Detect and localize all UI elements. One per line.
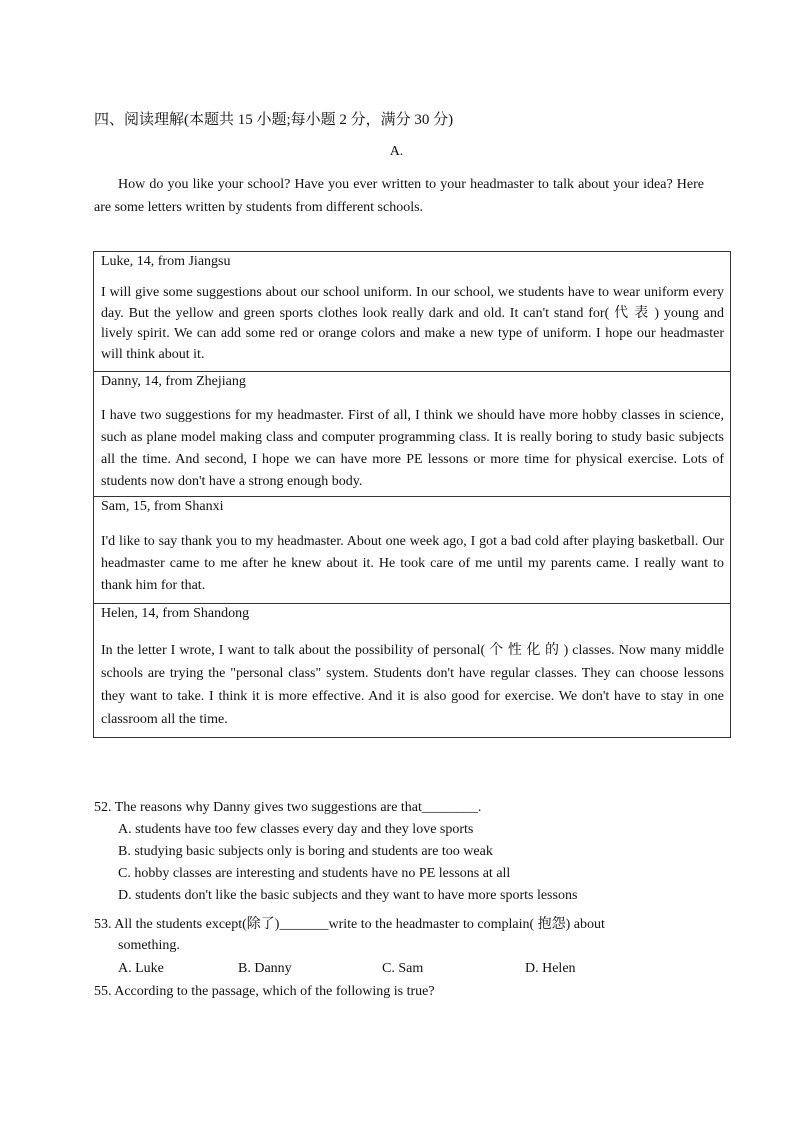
letter-body: In the letter I wrote, I want to talk about the possibility of personal( 个 性 化 的 ) classes. Now many middle schools are trying the "personal class" system. Students don't have regular classes. They can choose lessons they want to take. I think it is more effective. And it is also good for exercise. We don't have to stay in one classroom all the time.: [101, 643, 724, 727]
question-55-stem: 55. According to the passage, which of the following is true?: [94, 984, 435, 999]
question-52-option-b: B. studying basic subjects only is boring and students are too weak: [118, 844, 493, 859]
question-52-option-a: A. students have too few classes every day and they love sports: [118, 822, 474, 837]
letter-author: Sam, 15, from Shanxi: [101, 499, 224, 514]
letter-helen: [94, 604, 730, 737]
question-53-choice-a: A. Luke: [118, 961, 164, 976]
letter-author: Luke, 14, from Jiangsu: [101, 254, 231, 269]
question-52-option-d: D. students don't like the basic subjects and they want to have more sports lessons: [118, 888, 578, 903]
letters-table: [93, 251, 731, 738]
letter-sam: [94, 497, 730, 604]
letter-author: Helen, 14, from Shandong: [101, 606, 250, 621]
letter-body: I have two suggestions for my headmaster. First of all, I think we should have more hobby classes in science, such as plane model making class and computer programming class. It is really boring to study basic subjects all the time. And second, I hope we can have more PE lessons or more time for physical exercise. Lots of students now don't have a strong enough body.: [101, 408, 724, 489]
letter-luke: [94, 252, 730, 372]
letter-body: I'd like to say thank you to my headmaster. About one week ago, I got a bad cold after playing basketball. Our headmaster came to me after he knew about it. He took care of me until my parents came. I really want to thank him for that.: [101, 534, 724, 593]
question-53-choice-c: C. Sam: [382, 961, 424, 976]
letter-danny: [94, 372, 730, 497]
question-53-choice-d: D. Helen: [525, 961, 576, 976]
question-53-stem: 53. All the students except(除了)_______write to the headmaster to complain( 抱怨) about: [94, 917, 605, 932]
question-52-stem: 52. The reasons why Danny gives two suggestions are that________.: [94, 800, 482, 815]
question-52-option-c: C. hobby classes are interesting and students have no PE lessons at all: [118, 866, 511, 881]
passage-intro: How do you like your school? Have you ever written to your headmaster to talk about your idea? Here are some letters written by students from different schools.: [94, 177, 704, 215]
letter-author: Danny, 14, from Zhejiang: [101, 374, 246, 389]
passage-label: A.: [389, 144, 404, 159]
question-53-choice-b: B. Danny: [238, 961, 292, 976]
section-title: 四、阅读理解(本题共 15 小题;每小题 2 分，满分 30 分): [94, 112, 454, 128]
letter-body: I will give some suggestions about our school uniform. In our school, we students have to wear uniform every day. But the yellow and green sports clothes look really dark and old. It can't stand for( 代 表 ) young and lively spirit. We can add some red or orange colors and make a new type of uniform. I hope our headmaster will think about it.: [101, 285, 724, 362]
question-53-stem-continued: something.: [118, 938, 180, 953]
